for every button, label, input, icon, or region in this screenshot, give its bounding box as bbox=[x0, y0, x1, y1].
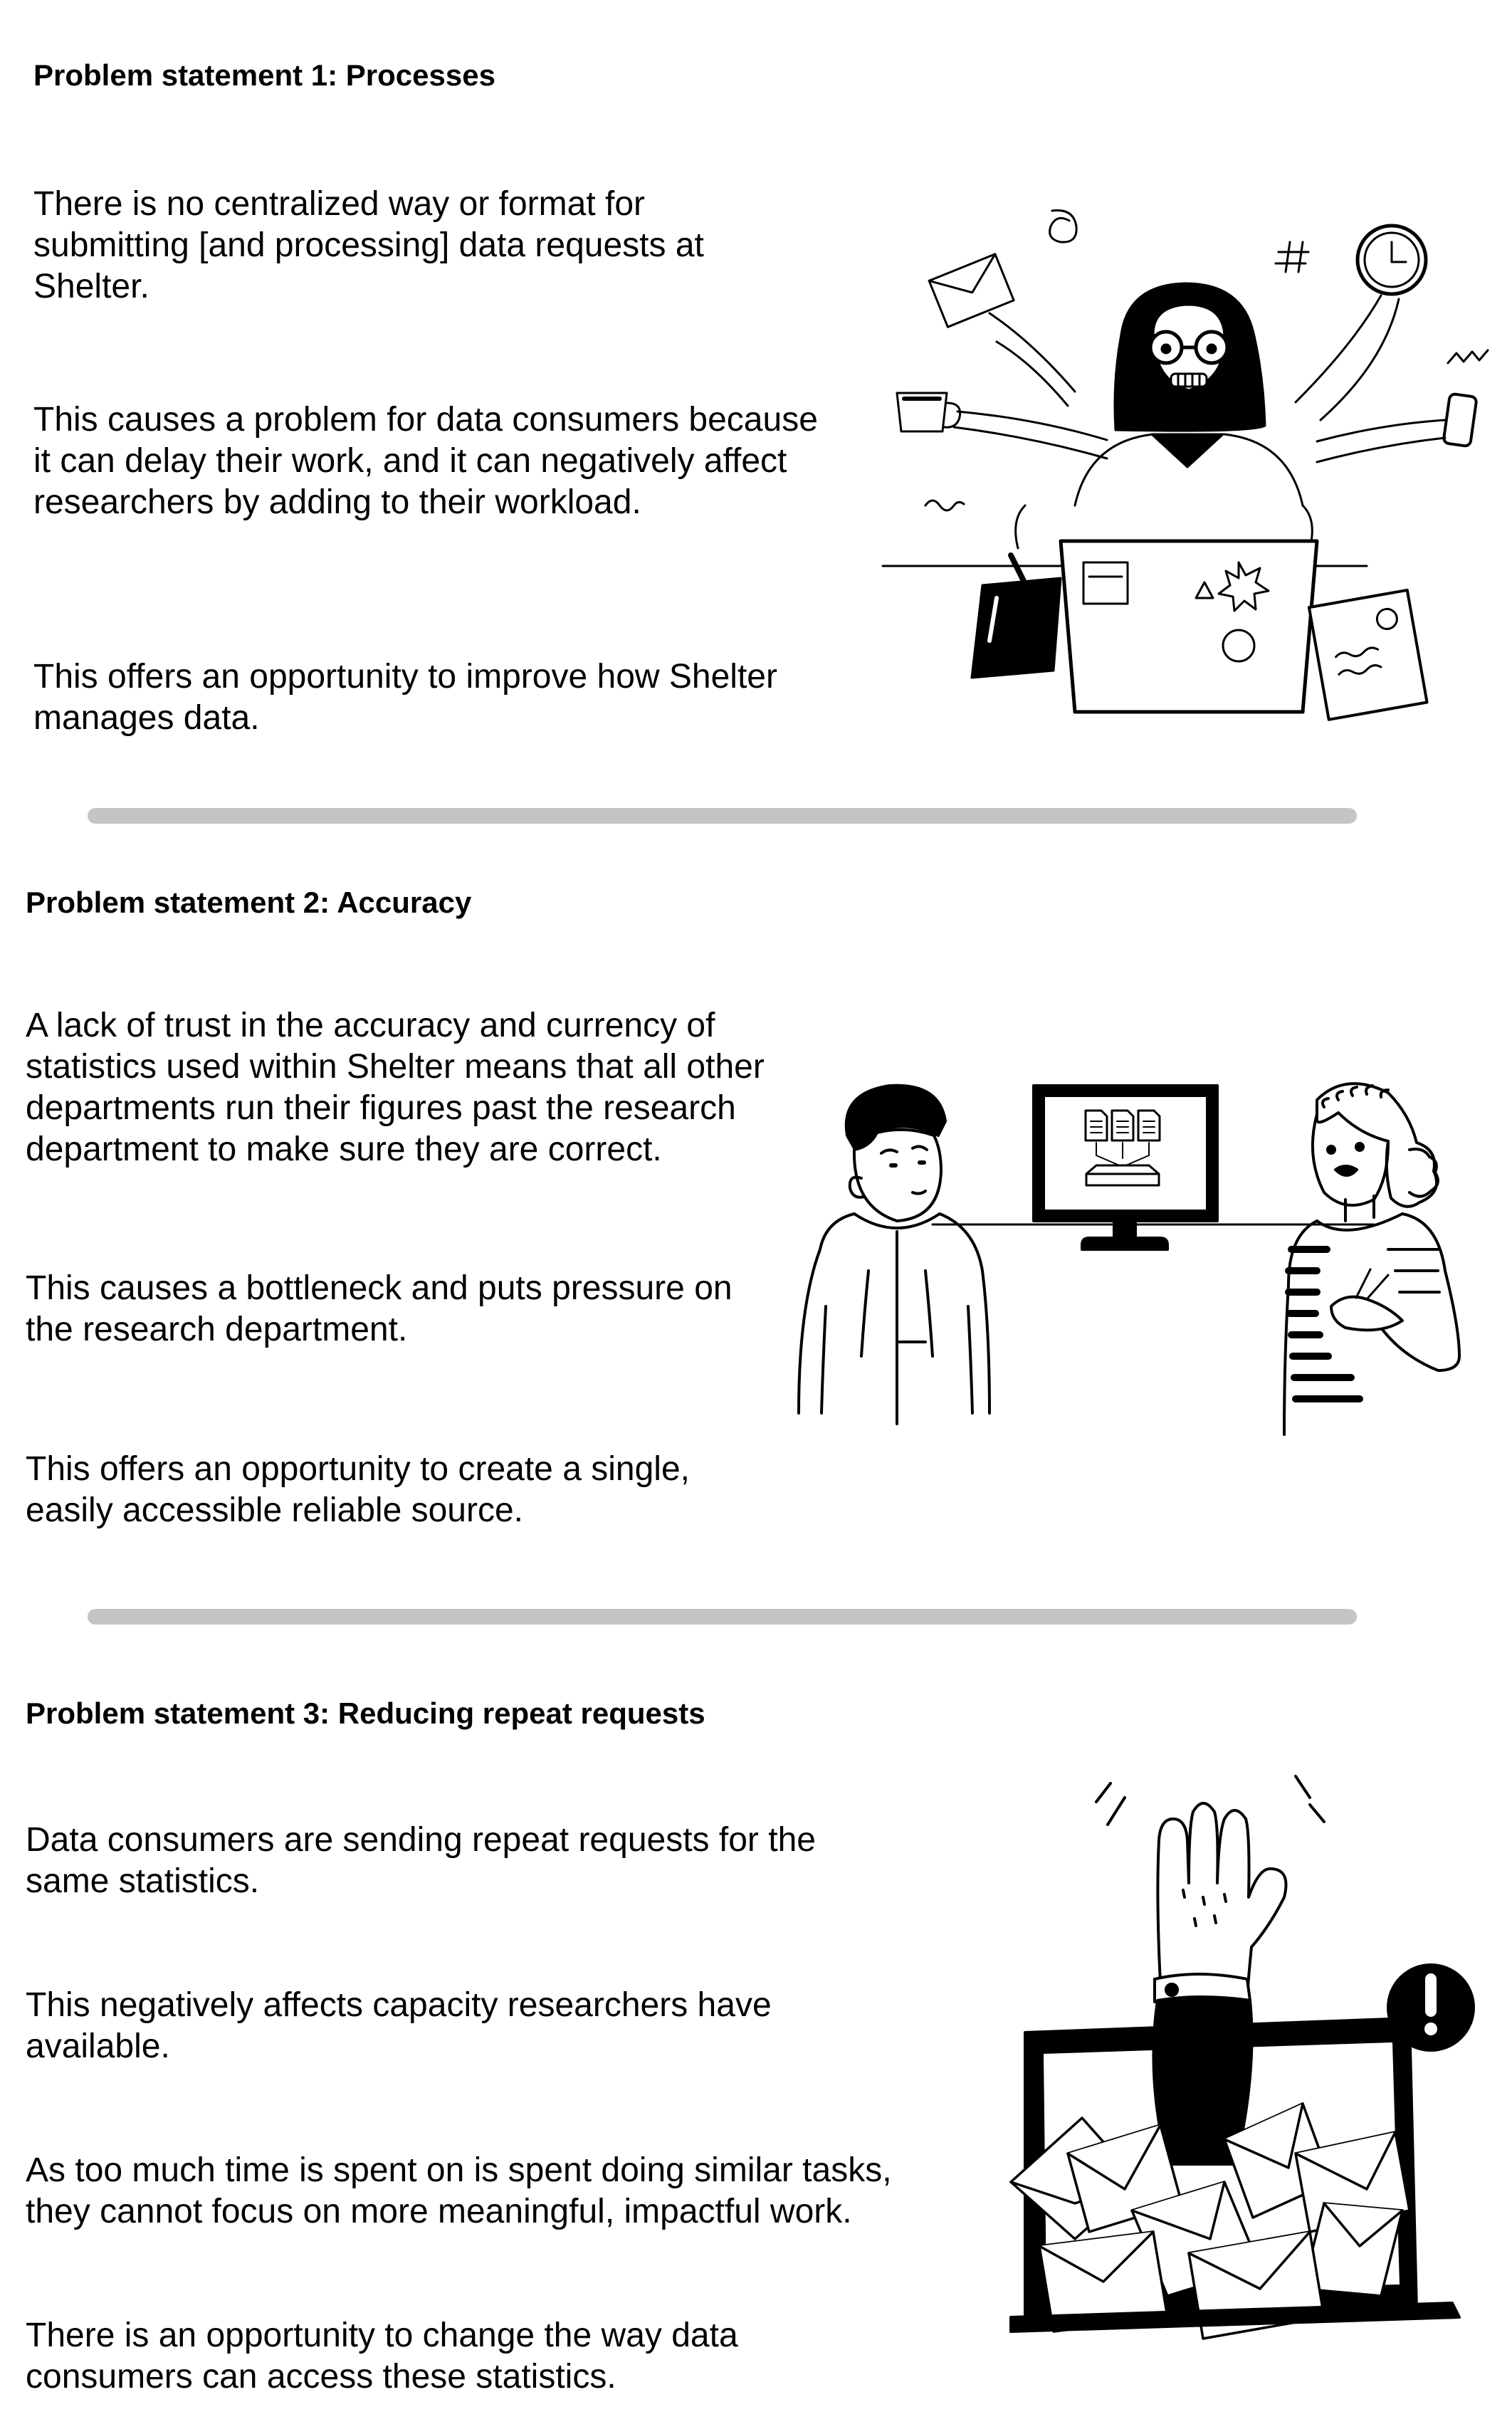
section-2-paragraph-3: This offers an opportunity to create a single, easily accessible reliable source. bbox=[26, 1450, 690, 1529]
section-divider-2 bbox=[88, 1609, 1357, 1625]
multitasking-woman-illustration bbox=[883, 192, 1488, 733]
section-2-paragraph-1: A lack of trust in the accuracy and currency of statistics used within Shelter means that all other departments run their figures past the research department to make sure they are correct. bbox=[26, 1007, 765, 1168]
section-1-paragraph-3: This offers an opportunity to improve how Shelter manages data. bbox=[33, 658, 777, 737]
section-divider-1 bbox=[88, 808, 1357, 824]
section-3-paragraph-3: As too much time is spent on is spent doing similar tasks, they cannot focus on more meaningful, impactful work. bbox=[26, 2151, 892, 2230]
section-2-paragraph-2: This causes a bottleneck and puts pressure on the research department. bbox=[26, 1269, 733, 1348]
section-3-heading: Problem statement 3: Reducing repeat requests bbox=[26, 1696, 705, 1730]
two-people-with-monitor-illustration bbox=[762, 1071, 1488, 1442]
section-3-paragraph-2: This negatively affects capacity researchers have available. bbox=[26, 1986, 772, 2065]
section-2-heading: Problem statement 2: Accuracy bbox=[26, 886, 472, 919]
section-3-paragraph-4: There is an opportunity to change the way data consumers can access these statistics. bbox=[26, 2317, 738, 2396]
section-1-paragraph-1: There is no centralized way or format for submitting [and processing] data requests at Shelter. bbox=[33, 185, 704, 305]
section-1-paragraph-2: This causes a problem for data consumers because it can delay their work, and it can negatively affect researchers by adding to their workload. bbox=[33, 401, 818, 521]
section-1-heading: Problem statement 1: Processes bbox=[33, 58, 495, 92]
section-3-paragraph-1: Data consumers are sending repeat requests for the same statistics. bbox=[26, 1821, 816, 1900]
hand-in-envelopes-illustration bbox=[997, 1755, 1481, 2324]
